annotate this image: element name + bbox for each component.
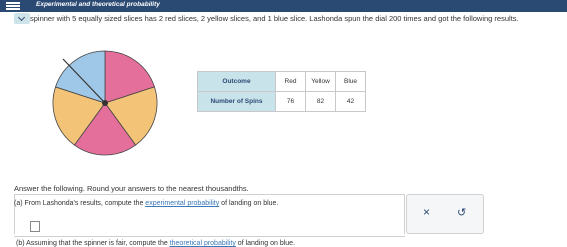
top-bar	[0, 0, 567, 12]
blue-spins: 42	[336, 92, 366, 112]
problem-statement: spinner with 5 equally sized slices has 2 red slices, 2 yellow slices, and 1 blue slice. Lashonda spun the dial 200 times and got the following results.	[30, 14, 519, 23]
clear-button[interactable]: ×	[423, 205, 431, 219]
part-b-question	[14, 236, 405, 247]
part-a-question	[14, 200, 278, 207]
undo-button[interactable]: ↺	[457, 207, 467, 219]
theoretical-probability-link[interactable]: theoretical probability	[169, 240, 236, 247]
part-b-prefix: (b) Assuming that the spinner is fair, compute the	[16, 240, 170, 247]
spinner-hub	[102, 100, 108, 106]
results-table	[197, 71, 366, 112]
spins-header: Number of Spins	[198, 92, 276, 112]
chevron-down-icon[interactable]	[14, 13, 30, 24]
spinner-dial	[50, 48, 160, 158]
part-a-prefix: (a) From Lashonda's results, compute the	[14, 200, 146, 207]
hamburger-menu-icon[interactable]	[6, 2, 20, 10]
red-column-header: Red	[276, 72, 306, 92]
yellow-column-header: Yellow	[306, 72, 336, 92]
part-b-suffix: of landing on blue.	[235, 240, 296, 247]
red-spins: 76	[276, 92, 306, 112]
blue-column-header: Blue	[336, 72, 366, 92]
topic-title: Experimental and theoretical probability	[36, 1, 160, 8]
instructions: Answer the following. Round your answers to the nearest thousandths.	[14, 184, 249, 193]
outcome-header: Outcome	[198, 72, 276, 92]
experimental-probability-link[interactable]: experimental probability	[145, 200, 220, 207]
part-a-suffix: of landing on blue.	[219, 200, 279, 207]
yellow-spins: 82	[306, 92, 336, 112]
answer-button-panel	[406, 194, 484, 234]
part-a-answer-input[interactable]	[30, 221, 40, 232]
